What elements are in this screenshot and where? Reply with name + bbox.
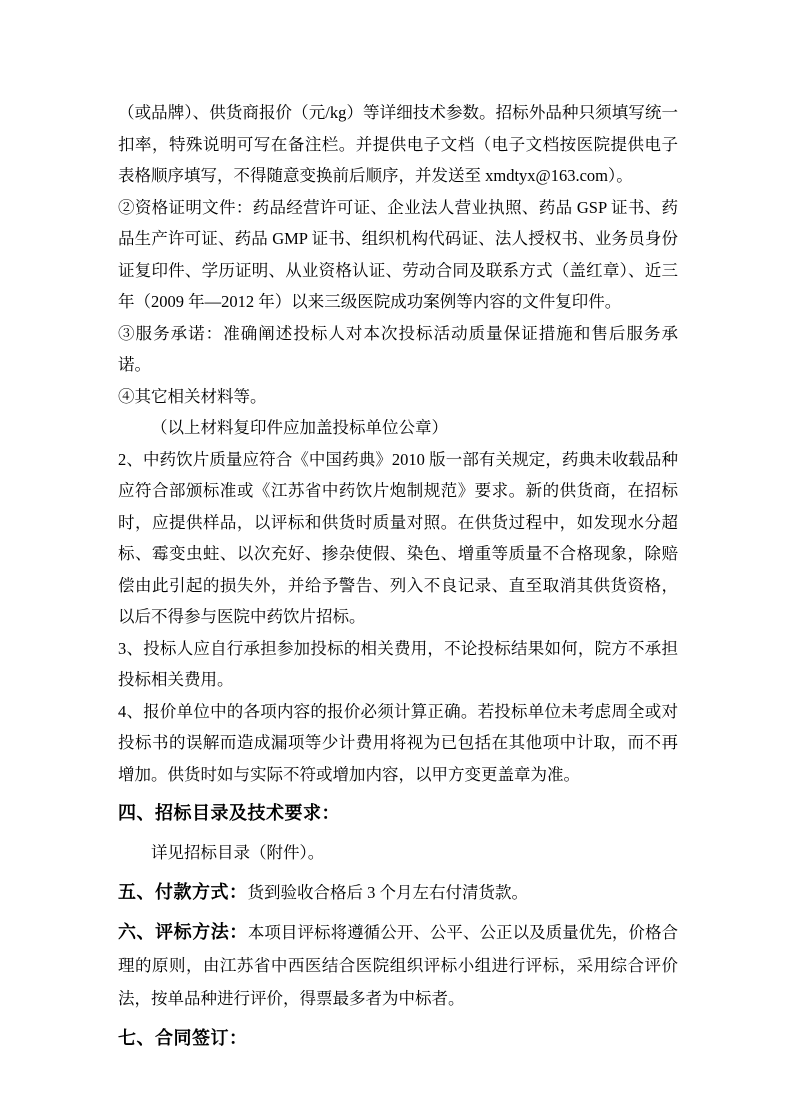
paragraph-service-commitment: ③服务承诺：准确阐述投标人对本次投标活动质量保证措施和售后服务承诺。	[118, 323, 678, 374]
paragraph-item-4-quotation-accuracy: 4、报价单位中的各项内容的报价必须计算正确。若投标单位未考虑周全或对投标书的误解而造成漏项等少计费用将视为已包括在其他项中计取，而不再增加。供货时如与实际不符或增加内容，以甲方变更盖章为准。	[118, 701, 678, 784]
paragraph-stamp-note: （以上材料复印件应加盖投标单位公章）	[151, 418, 448, 437]
paragraph-qualification-documents: ②资格证明文件：药品经营许可证、企业法人营业执照、药品 GSP 证书、药品生产许可证、药品 GMP 证书、组织机构代码证、法人授权书、业务员身份证复印件、学历证明、从业资格认证、劳动合同及联系方式（盖红章）、近三年（2009 年—2012 年）以来三级医院成功案例等内容的文件复印件。	[118, 197, 678, 311]
heading-section-7-contract-signing: 七、合同签订：	[118, 1027, 248, 1048]
paragraph-item-3-bidder-costs: 3、投标人应自行承担参加投标的相关费用，不论投标结果如何，院方不承担投标相关费用。	[118, 638, 678, 689]
heading-section-4-tender-catalog: 四、招标目录及技术要求：	[118, 803, 340, 823]
section-5-payment-label: 五、付款方式：	[118, 881, 248, 902]
paragraph-item-2-quality-requirements: 2、中药饮片质量应符合《中国药典》2010 版一部有关规定，药典未收载品种应符合部颁标准或《江苏省中药饮片炮制规范》要求。新的供货商，在招标时，应提供样品，以评标和供货时质量对照。在供货过程中，如发现水分超标、霉变虫蛀、以次充好、掺杂使假、染色、增重等质量不合格现象，除赔偿由此引起的损失外，并给予警告、列入不良记录、直至取消其供货资格，以后不得参与医院中药饮片招标。	[118, 449, 678, 626]
section-5-payment-body: 货到验收合格后 3 个月左右付清货款。	[247, 882, 528, 902]
heading-section-5-payment	[118, 876, 678, 909]
section-6-evaluation-label: 六、评标方法：	[118, 921, 248, 942]
paragraph-other-materials: ④其它相关材料等。	[118, 386, 267, 406]
section-6-evaluation-body: 本项目评标将遵循公开、公平、公正以及质量优先，价格合理的原则，由江苏省中西医结合医院组织评标小组进行评标，采用综合评价法，按单品种进行评价，得票最多者为中标者。	[118, 922, 678, 1008]
paragraph-continuation-pricing: （或品牌）、供货商报价（元/kg）等详细技术参数。招标外品种只须填写统一扣率，特殊说明可写在备注栏。并提供电子文档（电子文档按医院提供电子表格顺序填写，不得随意变换前后顺序，并发送至 xmdtyx@163.com）。	[118, 103, 678, 185]
paragraph-catalog-reference: 详见招标目录（附件）。	[151, 843, 325, 862]
heading-section-6-evaluation	[118, 916, 678, 1015]
